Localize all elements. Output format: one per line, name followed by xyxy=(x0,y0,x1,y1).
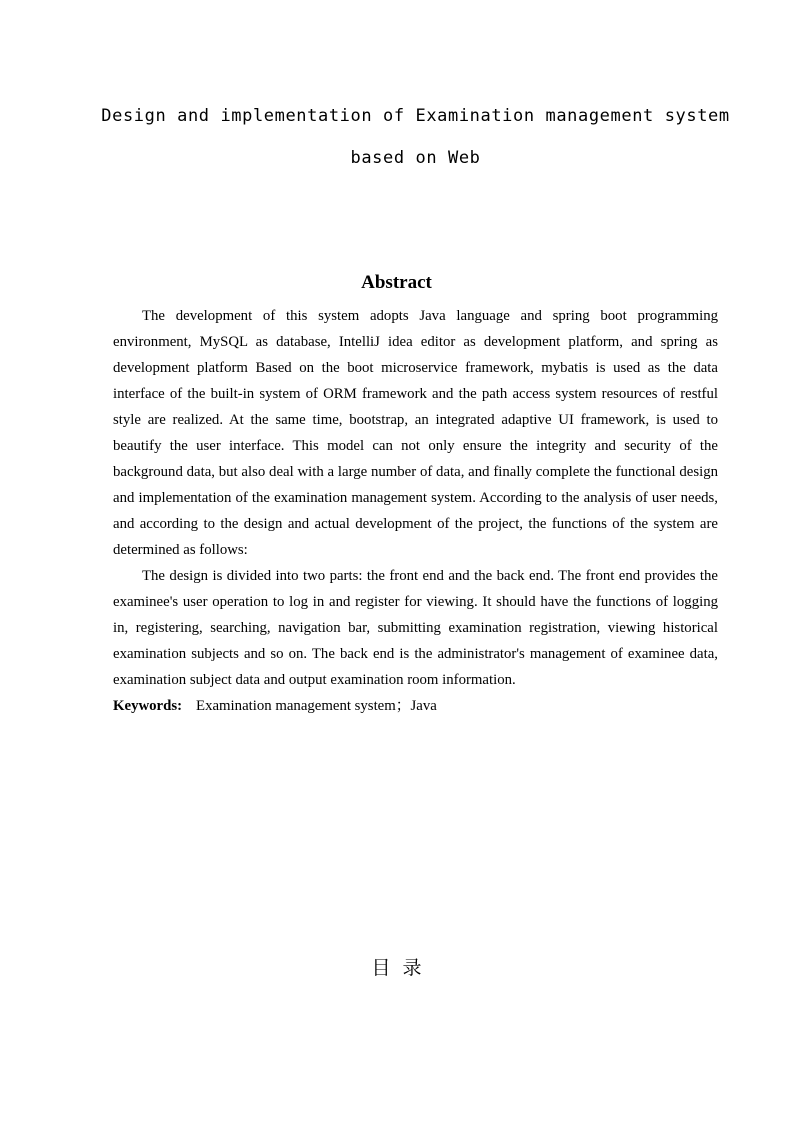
abstract-body xyxy=(113,303,718,719)
abstract-paragraph-2: The design is divided into two parts: the front end and the back end. The front end provides the examinee's user operation to log in and register for viewing. It should have the functions of logging in, registering, searching, navigation bar, submitting examination registration, viewing historical examination subjects and so on. The back end is the administrator's management of examinee data, examination subject data and output examination room information. xyxy=(113,568,718,688)
abstract-paragraph-1: The development of this system adopts Java language and spring boot programming environment, MySQL as database, IntelliJ idea editor as development platform, and spring as development platform Based on the boot microservice framework, mybatis is used as the data interface of the built-in system of ORM framework and the path access system resources of restful style are realized. At the same time, bootstrap, an integrated adaptive UI framework, is used to beautify the user interface. This model can not only ensure the integrity and security of the background data, but also deal with a large number of data, and finally complete the functional design and implementation of the examination management system. According to the analysis of user needs, and according to the design and actual development of the project, the functions of the system are determined as follows: xyxy=(113,308,718,558)
keywords-label: Keywords: xyxy=(113,698,183,714)
abstract-heading: Abstract xyxy=(361,272,432,293)
title-line-2: based on Web xyxy=(350,148,481,168)
toc-heading: 目录 xyxy=(371,957,434,979)
keywords-line xyxy=(113,693,718,719)
title-line-1: Design and implementation of Examination management system xyxy=(101,106,730,126)
keywords-value: Examination management system；Java xyxy=(196,698,437,714)
